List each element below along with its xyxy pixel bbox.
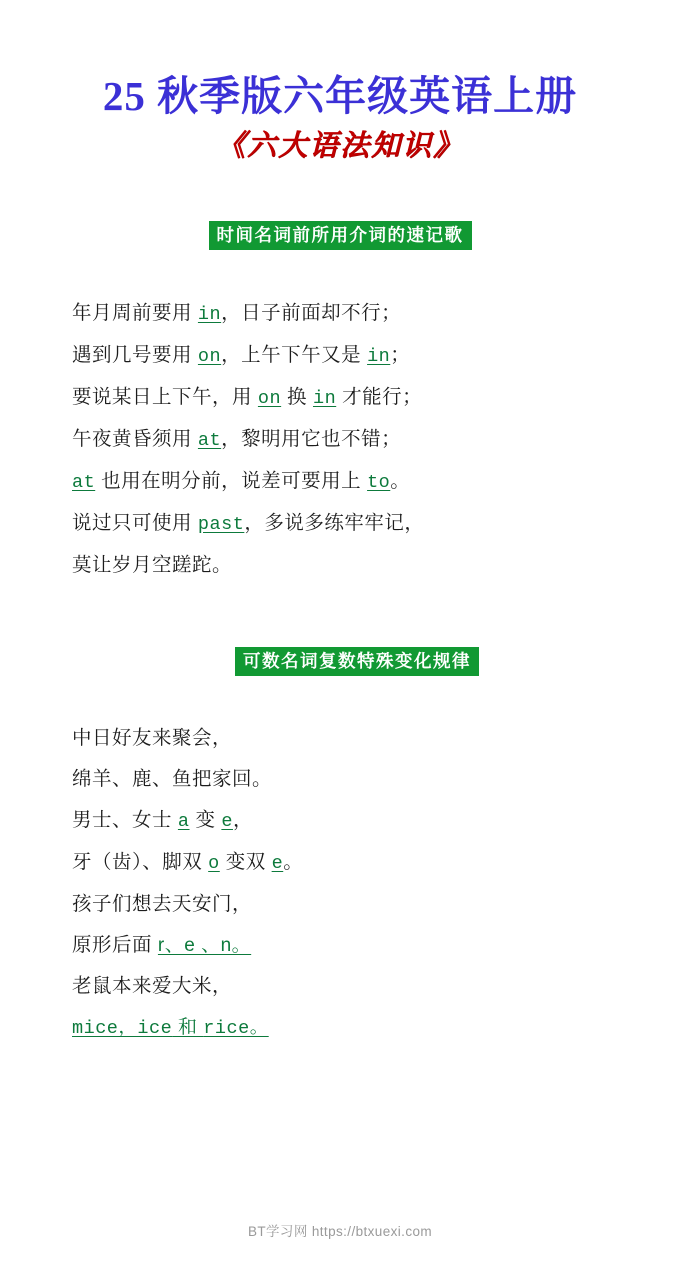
verse-line [72, 842, 680, 884]
section-heading-2: 可数名词复数特殊变化规律 [235, 647, 479, 676]
english-term: at [72, 472, 96, 494]
verse-text: 变 [189, 809, 222, 832]
english-term: past [197, 514, 245, 536]
page-title: 25 秋季版六年级英语上册 [102, 73, 578, 119]
verse-line [72, 377, 680, 419]
verse-line [72, 419, 680, 461]
english-term: e [221, 811, 233, 833]
highlighted-term: 和 [172, 1017, 204, 1039]
verse-text: ，上午下午又是 [221, 344, 368, 367]
verse-line [72, 925, 680, 966]
page-subtitle: 《六大语法知识》 [215, 130, 464, 163]
verse-text: 中日好友来聚会， [72, 727, 233, 750]
english-term: in [312, 388, 337, 410]
verse-text: 变双 [219, 851, 272, 874]
verse-line [72, 884, 680, 925]
verse-text: 午夜黄昏须用 [72, 428, 198, 451]
verse-line [72, 759, 680, 800]
verse-text: 原形后面 [72, 934, 158, 957]
verse-line [72, 545, 680, 586]
verse-line [72, 335, 680, 377]
verse-text: 年月周前要用 [72, 302, 198, 325]
english-term: in [197, 304, 222, 326]
english-term: o [208, 853, 220, 875]
section-heading-1-wrap [0, 221, 680, 250]
verse-text: ； [390, 344, 411, 367]
english-term: at [197, 430, 222, 452]
english-term: on [257, 388, 282, 410]
verse-text: 换 [281, 386, 313, 409]
verse-text: 也用在明分前，说差可要用上 [95, 470, 368, 493]
verse-line [72, 800, 680, 842]
verse-text: 。 [390, 470, 411, 493]
english-term: a [177, 811, 190, 833]
verse-text: 男士、女士 [72, 809, 178, 832]
verse-text: 要说某日上下午，用 [72, 386, 258, 409]
verse-text: 遇到几号要用 [72, 344, 198, 367]
english-term: e [271, 853, 284, 875]
section-heading-2-wrap [34, 647, 680, 676]
english-term: mice，ice [72, 1018, 173, 1040]
verse-line [72, 293, 680, 335]
highlighted-term: r、e 、n。 [157, 935, 252, 957]
verse-line [72, 966, 680, 1007]
verse-text: 孩子们想去天安门， [72, 893, 253, 916]
verse-text: 说过只可使用 [72, 512, 198, 535]
verse-block-1 [72, 293, 680, 586]
document-page [0, 74, 680, 1283]
verse-line [72, 503, 680, 545]
verse-text: 。 [283, 851, 304, 874]
verse-text: 莫让岁月空蹉跎。 [72, 554, 233, 577]
verse-text: 老鼠本来爱大米， [72, 975, 233, 998]
section-heading-1: 时间名词前所用介词的速记歌 [209, 221, 472, 250]
verse-text: ，日子前面却不行； [221, 302, 402, 325]
verse-line [72, 718, 680, 759]
verse-text: 牙（齿）、脚双 [72, 851, 209, 874]
english-term: in [367, 346, 391, 368]
verse-block-2 [72, 718, 680, 1049]
english-term: on [197, 346, 222, 368]
verse-text: 才能行； [336, 386, 423, 409]
english-term: to [367, 472, 391, 494]
verse-text: 绵羊、鹿、鱼把家回。 [72, 768, 273, 791]
verse-line [72, 1007, 680, 1049]
verse-text: ，多说多练牢牢记， [244, 512, 425, 535]
verse-text: ，黎明用它也不错； [221, 428, 402, 451]
verse-text: ， [232, 809, 253, 832]
verse-line [72, 461, 680, 503]
english-term: rice。 [203, 1018, 269, 1040]
footer-credit: BT学习网 https://btxuexi.com [247, 1224, 433, 1239]
